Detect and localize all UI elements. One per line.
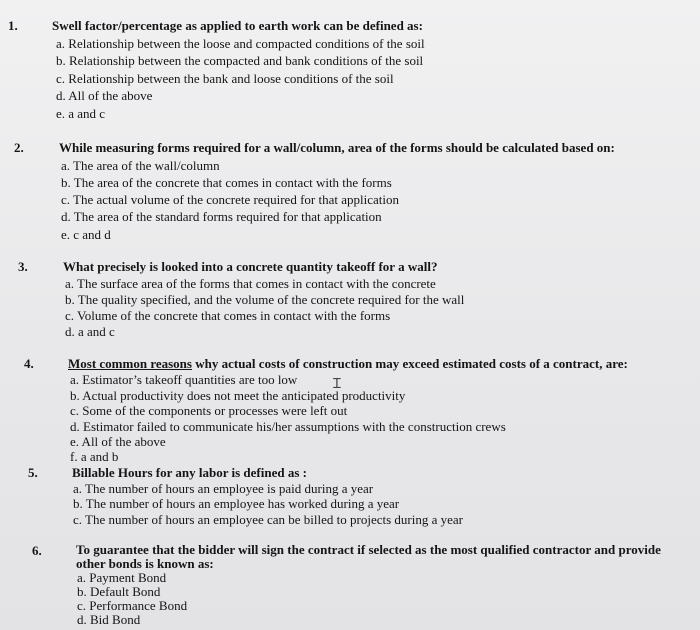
question-number: 1.: [8, 18, 18, 33]
option-a: a. Payment Bond: [77, 570, 167, 585]
option-d: d. Estimator failed to communicate his/her assumptions with the construction crews: [70, 419, 506, 434]
option-d: d. a and c: [65, 324, 115, 339]
option-d: d. The area of the standard forms required for that application: [61, 209, 382, 224]
option-f: f. a and b: [70, 449, 119, 464]
option-c: c. Performance Bond: [77, 598, 188, 613]
option-b: b. The number of hours an employee has worked during a year: [73, 496, 400, 511]
question-number: 3.: [18, 259, 28, 274]
option-a: a. The surface area of the forms that comes in contact with the concrete: [65, 276, 436, 291]
question-number: 2.: [14, 140, 24, 155]
question-stem-underlined: Most common reasons: [68, 356, 192, 371]
option-e: e. All of the above: [70, 434, 166, 449]
question-stem: Billable Hours for any labor is defined as :: [72, 465, 307, 480]
question-stem: What precisely is looked into a concrete quantity takeoff for a wall?: [63, 259, 438, 274]
question-stem: [68, 356, 628, 372]
option-b: b. Actual productivity does not meet the anticipated productivity: [70, 388, 406, 403]
option-e: e. c and d: [61, 227, 111, 242]
question-stem: To guarantee that the bidder will sign the contract if selected as the most qualified contractor and provide other bonds is known as:: [76, 542, 661, 571]
option-c: c. Volume of the concrete that comes in contact with the forms: [65, 308, 391, 323]
option-d: d. Bid Bond: [77, 612, 141, 627]
question-stem-rest: why actual costs of construction may exceed estimated costs of a contract, are:: [191, 356, 628, 371]
option-b: b. The area of the concrete that comes in contact with the forms: [61, 175, 392, 190]
option-c: c. Relationship between the bank and loose conditions of the soil: [56, 71, 394, 86]
option-a: a. The number of hours an employee is paid during a year: [73, 481, 374, 496]
question-stem: Swell factor/percentage as applied to earth work can be defined as:: [52, 18, 423, 33]
question-number: 5.: [28, 465, 38, 480]
option-a: a. Relationship between the loose and compacted conditions of the soil: [56, 36, 425, 51]
option-a: a. The area of the wall/column: [61, 158, 220, 173]
question-number: 4.: [24, 356, 34, 371]
option-d: d. All of the above: [56, 88, 153, 103]
option-e: e. a and c: [56, 106, 106, 121]
option-c: c. Some of the components or processes were left out: [70, 403, 348, 418]
option-c: c. The number of hours an employee can be billed to projects during a year: [73, 512, 463, 527]
text-cursor-icon: Ɪ: [333, 377, 341, 392]
option-a: a. Estimator’s takeoff quantities are too low: [70, 372, 298, 387]
option-c: c. The actual volume of the concrete required for that application: [61, 192, 399, 207]
option-b: b. Relationship between the compacted and bank conditions of the soil: [56, 53, 424, 68]
option-b: b. Default Bond: [77, 584, 161, 599]
question-number: 6.: [32, 543, 42, 558]
option-b: b. The quality specified, and the volume of the concrete required for the wall: [65, 292, 465, 307]
question-stem: While measuring forms required for a wall/column, area of the forms should be calculated based on:: [59, 140, 615, 155]
